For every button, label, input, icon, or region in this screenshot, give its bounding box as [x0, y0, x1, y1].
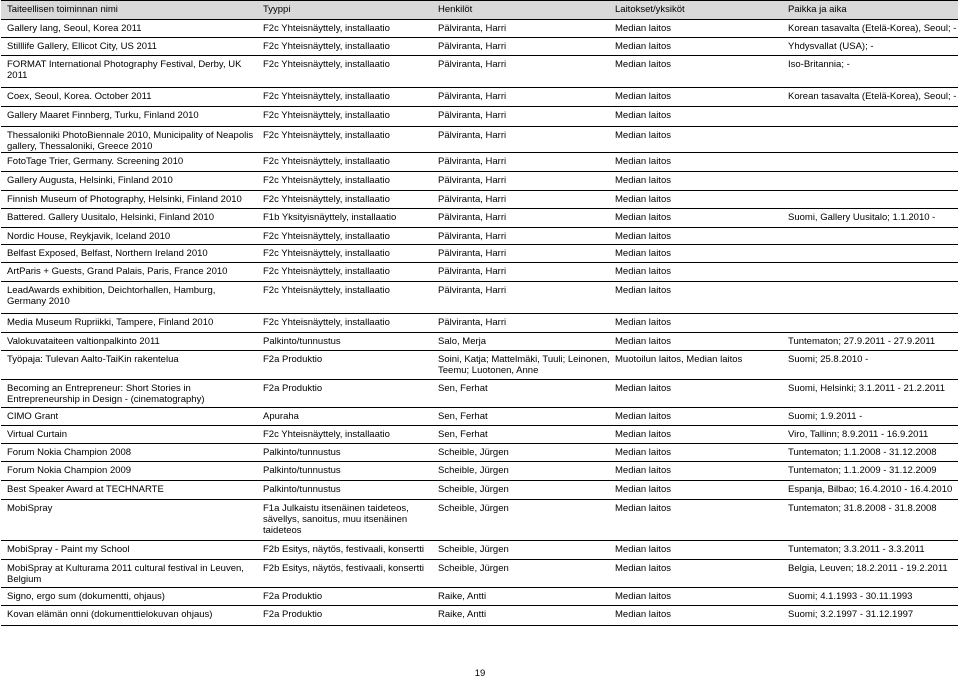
cell-type: F2c Yhteisnäyttely, installaatio — [263, 110, 390, 121]
cell-name: Forum Nokia Champion 2009 — [7, 465, 132, 476]
cell-type: F2c Yhteisnäyttely, installaatio — [263, 41, 390, 52]
cell-persons: Pälviranta, Harri — [438, 41, 507, 52]
cell-name: Stilllife Gallery, Ellicot City, US 2011 — [7, 41, 157, 52]
cell-units: Median laitos — [615, 175, 671, 186]
cell-units: Median laitos — [615, 411, 671, 422]
cell-units: Median laitos — [615, 23, 671, 34]
table-row — [1, 462, 958, 481]
cell-name: Virtual Curtain — [7, 429, 68, 440]
cell-name: Media Museum Rupriikki, Tampere, Finland 2010 — [7, 317, 214, 328]
table-row — [1, 209, 958, 228]
cell-units: Median laitos — [615, 383, 671, 394]
cell-type: Apuraha — [263, 411, 299, 422]
cell-persons: Pälviranta, Harri — [438, 130, 507, 141]
cell-units: Median laitos — [615, 41, 671, 52]
cell-units: Median laitos — [615, 212, 671, 223]
cell-name: Gallery Augusta, Helsinki, Finland 2010 — [7, 175, 173, 186]
cell-type: F2a Produktio — [263, 354, 323, 365]
header-type: Tyyppi — [263, 4, 291, 15]
table-row — [1, 333, 958, 351]
table-row — [1, 426, 958, 444]
cell-persons: Scheible, Jürgen — [438, 503, 509, 514]
cell-name: Finnish Museum of Photography, Helsinki, Finland 2010 — [7, 194, 242, 205]
cell-type: F2c Yhteisnäyttely, installaatio — [263, 59, 390, 70]
cell-type: F2c Yhteisnäyttely, installaatio — [263, 23, 390, 34]
table-row — [1, 444, 958, 462]
cell-units: Median laitos — [615, 194, 671, 205]
cell-type: Palkinto/tunnustus — [263, 484, 341, 495]
cell-name: Gallery Maaret Finnberg, Turku, Finland 2010 — [7, 110, 199, 121]
cell-persons: Pälviranta, Harri — [438, 266, 507, 277]
table-row — [1, 380, 958, 408]
cell-units: Median laitos — [615, 110, 671, 121]
cell-units: Median laitos — [615, 130, 671, 141]
cell-persons: Salo, Merja — [438, 336, 487, 347]
cell-persons: Pälviranta, Harri — [438, 156, 507, 167]
table-row — [1, 127, 958, 153]
cell-units: Median laitos — [615, 91, 671, 102]
table-row — [1, 153, 958, 172]
cell-type: F1a Julkaistu itsenäinen taideteos, sävellys, sanoitus, muu itsenäinen taideteos — [263, 503, 409, 536]
table-header — [1, 0, 958, 20]
cell-place-time: Espanja, Bilbao; 16.4.2010 - 16.4.2010 — [788, 484, 953, 495]
cell-units: Median laitos — [615, 285, 671, 296]
header-place-time: Paikka ja aika — [788, 4, 847, 15]
cell-persons: Pälviranta, Harri — [438, 23, 507, 34]
cell-place-time: Belgia, Leuven; 18.2.2011 - 19.2.2011 — [788, 563, 948, 574]
cell-name: Forum Nokia Champion 2008 — [7, 447, 132, 458]
cell-units: Muotoilun laitos, Median laitos — [615, 354, 743, 365]
table-row — [1, 172, 958, 191]
cell-type: F2c Yhteisnäyttely, installaatio — [263, 248, 390, 259]
cell-name: CIMO Grant — [7, 411, 59, 422]
cell-units: Median laitos — [615, 563, 671, 574]
cell-units: Median laitos — [615, 59, 671, 70]
cell-place-time: Suomi, Gallery Uusitalo; 1.1.2010 - — [788, 212, 936, 223]
cell-persons: Scheible, Jürgen — [438, 465, 509, 476]
cell-place-time: Tuntematon; 31.8.2008 - 31.8.2008 — [788, 503, 937, 514]
cell-type: Palkinto/tunnustus — [263, 336, 341, 347]
cell-persons: Pälviranta, Harri — [438, 317, 507, 328]
cell-place-time: Iso-Britannia; - — [788, 59, 850, 70]
cell-persons: Sen, Ferhat — [438, 411, 488, 422]
cell-persons: Raike, Antti — [438, 591, 487, 602]
cell-name: Työpaja: Tulevan Aalto-TaiKin rakentelua — [7, 354, 179, 365]
cell-persons: Sen, Ferhat — [438, 429, 488, 440]
table-row — [1, 351, 958, 380]
cell-type: F2c Yhteisnäyttely, installaatio — [263, 194, 390, 205]
cell-name: Best Speaker Award at TECHNARTE — [7, 484, 164, 495]
cell-units: Median laitos — [615, 447, 671, 458]
cell-type: F2c Yhteisnäyttely, installaatio — [263, 156, 390, 167]
header-units: Laitokset/yksiköt — [615, 4, 685, 15]
cell-units: Median laitos — [615, 266, 671, 277]
cell-persons: Pälviranta, Harri — [438, 175, 507, 186]
table-row — [1, 245, 958, 263]
cell-name: ArtParis + Guests, Grand Palais, Paris, France 2010 — [7, 266, 228, 277]
cell-type: F2a Produktio — [263, 383, 323, 394]
cell-persons: Scheible, Jürgen — [438, 447, 509, 458]
table-row — [1, 560, 958, 588]
cell-name: MobiSpray — [7, 503, 53, 514]
cell-units: Median laitos — [615, 609, 671, 620]
cell-place-time: Korean tasavalta (Etelä-Korea), Seoul; - — [788, 91, 957, 102]
cell-type: Palkinto/tunnustus — [263, 465, 341, 476]
header-name: Taiteellisen toiminnan nimi — [7, 4, 118, 15]
cell-units: Median laitos — [615, 503, 671, 514]
cell-type: F2c Yhteisnäyttely, installaatio — [263, 266, 390, 277]
cell-units: Median laitos — [615, 484, 671, 495]
cell-persons: Soini, Katja; Mattelmäki, Tuuli; Leinonen, Teemu; Luotonen, Anne — [438, 354, 610, 376]
cell-type: F2c Yhteisnäyttely, installaatio — [263, 285, 390, 296]
cell-place-time: Tuntematon; 1.1.2009 - 31.12.2009 — [788, 465, 937, 476]
table-row — [1, 606, 958, 626]
cell-type: F2c Yhteisnäyttely, installaatio — [263, 429, 390, 440]
table-row — [1, 541, 958, 560]
cell-persons: Pälviranta, Harri — [438, 231, 507, 242]
cell-type: F2c Yhteisnäyttely, installaatio — [263, 91, 390, 102]
table-row — [1, 107, 958, 127]
cell-type: F2b Esitys, näytös, festivaali, konsertti — [263, 563, 425, 574]
cell-name: Kovan elämän onni (dokumenttielokuvan ohjaus) — [7, 609, 213, 620]
cell-name: Coex, Seoul, Korea. October 2011 — [7, 91, 152, 102]
cell-place-time: Viro, Tallinn; 8.9.2011 - 16.9.2011 — [788, 429, 929, 440]
cell-type: F1b Yksityisnäyttely, installaatio — [263, 212, 397, 223]
cell-name: Nordic House, Reykjavik, Iceland 2010 — [7, 231, 171, 242]
cell-type: Palkinto/tunnustus — [263, 447, 341, 458]
cell-persons: Scheible, Jürgen — [438, 544, 509, 555]
cell-name: Signo, ergo sum (dokumentti, ohjaus) — [7, 591, 165, 602]
cell-place-time: Suomi; 1.9.2011 - — [788, 411, 863, 422]
cell-place-time: Suomi; 3.2.1997 - 31.12.1997 — [788, 609, 914, 620]
cell-units: Median laitos — [615, 336, 671, 347]
cell-units: Median laitos — [615, 591, 671, 602]
cell-name: Valokuvataiteen valtionpalkinto 2011 — [7, 336, 160, 347]
cell-persons: Sen, Ferhat — [438, 383, 488, 394]
cell-units: Median laitos — [615, 544, 671, 555]
cell-persons: Pälviranta, Harri — [438, 110, 507, 121]
cell-place-time: Tuntematon; 3.3.2011 - 3.3.2011 — [788, 544, 925, 555]
table-row — [1, 408, 958, 426]
table-row — [1, 38, 958, 56]
cell-name: LeadAwards exhibition, Deichtorhallen, Hamburg, Germany 2010 — [7, 285, 216, 307]
cell-name: FotoTage Trier, Germany. Screening 2010 — [7, 156, 184, 167]
cell-persons: Pälviranta, Harri — [438, 91, 507, 102]
cell-type: F2c Yhteisnäyttely, installaatio — [263, 175, 390, 186]
cell-place-time: Tuntematon; 27.9.2011 - 27.9.2011 — [788, 336, 936, 347]
cell-name: Thessaloniki PhotoBiennale 2010, Municipality of Neapolis gallery, Thessaloniki, Greece 2010 — [7, 130, 254, 152]
cell-persons: Scheible, Jürgen — [438, 484, 509, 495]
table-row — [1, 88, 958, 107]
cell-place-time: Suomi; 25.8.2010 - — [788, 354, 869, 365]
cell-name: MobiSpray - Paint my School — [7, 544, 130, 555]
cell-persons: Scheible, Jürgen — [438, 563, 509, 574]
cell-place-time: Yhdysvallat (USA); - — [788, 41, 874, 52]
cell-place-time: Tuntematon; 1.1.2008 - 31.12.2008 — [788, 447, 937, 458]
cell-type: F2c Yhteisnäyttely, installaatio — [263, 317, 390, 328]
cell-persons: Pälviranta, Harri — [438, 194, 507, 205]
cell-units: Median laitos — [615, 248, 671, 259]
cell-type: F2b Esitys, näytös, festivaali, konsertti — [263, 544, 425, 555]
cell-units: Median laitos — [615, 231, 671, 242]
cell-units: Median laitos — [615, 156, 671, 167]
table-row — [1, 56, 958, 88]
cell-name: Battered. Gallery Uusitalo, Helsinki, Finland 2010 — [7, 212, 214, 223]
page-number: 19 — [474, 668, 486, 679]
cell-place-time: Suomi, Helsinki; 3.1.2011 - 21.2.2011 — [788, 383, 946, 394]
table-row — [1, 263, 958, 282]
cell-place-time: Korean tasavalta (Etelä-Korea), Seoul; - — [788, 23, 957, 34]
table-row — [1, 588, 958, 606]
cell-type: F2a Produktio — [263, 591, 323, 602]
cell-type: F2c Yhteisnäyttely, installaatio — [263, 231, 390, 242]
cell-name: Gallery Iang, Seoul, Korea 2011 — [7, 23, 142, 34]
header-persons: Henkilöt — [438, 4, 473, 15]
table-row — [1, 500, 958, 541]
table-row — [1, 314, 958, 333]
cell-name: MobiSpray at Kulturama 2011 cultural festival in Leuven, Belgium — [7, 563, 244, 585]
cell-type: F2c Yhteisnäyttely, installaatio — [263, 130, 390, 141]
cell-units: Median laitos — [615, 465, 671, 476]
table-row — [1, 481, 958, 500]
cell-name: FORMAT International Photography Festival, Derby, UK 2011 — [7, 59, 242, 81]
cell-persons: Pälviranta, Harri — [438, 285, 507, 296]
cell-units: Median laitos — [615, 317, 671, 328]
cell-type: F2a Produktio — [263, 609, 323, 620]
cell-name: Belfast Exposed, Belfast, Northern Ireland 2010 — [7, 248, 208, 259]
table-row — [1, 191, 958, 209]
table-row — [1, 282, 958, 314]
cell-place-time: Suomi; 4.1.1993 - 30.11.1993 — [788, 591, 913, 602]
table-row — [1, 228, 958, 245]
cell-units: Median laitos — [615, 429, 671, 440]
cell-persons: Pälviranta, Harri — [438, 248, 507, 259]
cell-persons: Pälviranta, Harri — [438, 212, 507, 223]
cell-name: Becoming an Entrepreneur: Short Stories in Entrepreneurship in Design - (cinematography) — [7, 383, 205, 405]
cell-persons: Raike, Antti — [438, 609, 487, 620]
cell-persons: Pälviranta, Harri — [438, 59, 507, 70]
table-row — [1, 20, 958, 38]
